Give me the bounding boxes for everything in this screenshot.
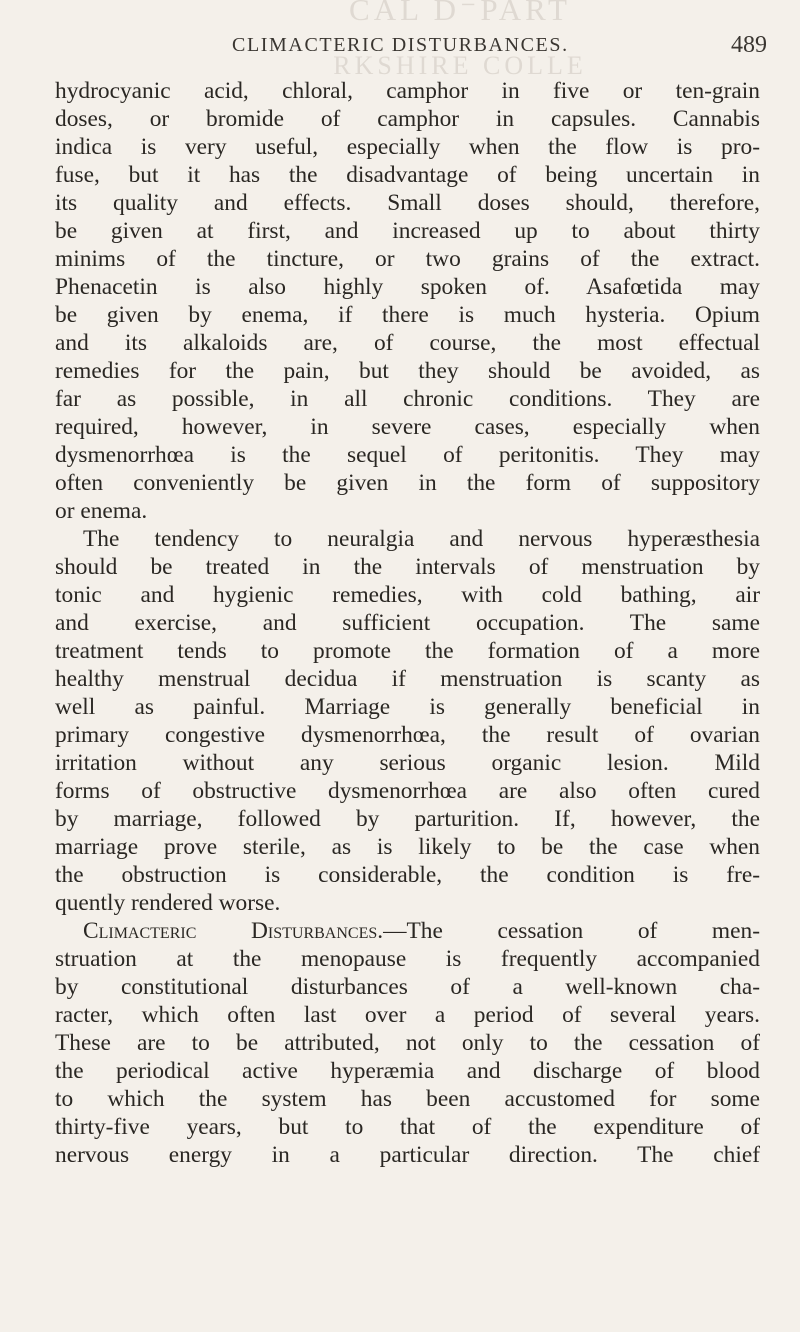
text-line: struation at the menopause is frequently accompanied xyxy=(55,946,760,972)
text-line: nervous energy in a particular direction. The chief xyxy=(55,1142,760,1168)
text-line: the obstruction is considerable, the condition is fre- xyxy=(55,862,760,888)
text-line: doses, or bromide of camphor in capsules. Cannabis xyxy=(55,106,760,132)
text-line: These are to be attributed, not only to the cessation of xyxy=(55,1030,760,1056)
text-line: often conveniently be given in the form of suppository xyxy=(55,470,760,496)
bleed-through-line-2: RKSHIRE COLLE xyxy=(333,51,587,80)
text-line: far as possible, in all chronic conditions. They are xyxy=(55,386,760,412)
text-line: marriage prove sterile, as is likely to be the case when xyxy=(55,834,760,860)
text-line: remedies for the pain, but they should be avoided, as xyxy=(55,358,760,384)
text-line: and exercise, and sufficient occupation. The same xyxy=(55,610,760,636)
section-heading-line xyxy=(55,917,760,945)
section-heading: Climacteric Disturbances. xyxy=(83,918,384,944)
page-number: 489 xyxy=(731,32,767,58)
text-line: fuse, but it has the disadvantage of being uncertain in xyxy=(55,162,760,188)
text-line: required, however, in severe cases, especially when xyxy=(55,414,760,440)
text-line: healthy menstrual decidua if menstruation is scanty as xyxy=(55,666,760,692)
text-line: tonic and hygienic remedies, with cold bathing, air xyxy=(55,582,760,608)
text-line: quently rendered worse. xyxy=(55,890,281,916)
text-line: forms of obstructive dysmenorrhœa are also often cured xyxy=(55,778,760,804)
text-line: The tendency to neuralgia and nervous hyperæsthesia xyxy=(83,526,760,552)
text-line: be given by enema, if there is much hysteria. Opium xyxy=(55,302,760,328)
bleed-through-line-1: CAL D⁻PART xyxy=(349,0,571,27)
text-line: by constitutional disturbances of a well-known cha- xyxy=(55,974,760,1000)
text-line: by marriage, followed by parturition. If, however, the xyxy=(55,806,760,832)
text-line: to which the system has been accustomed for some xyxy=(55,1086,760,1112)
text-line-continuation: —The cessation of men- xyxy=(383,918,760,944)
text-line: dysmenorrhœa is the sequel of peritonitis. They may xyxy=(55,442,760,468)
text-line: its quality and effects. Small doses should, therefore, xyxy=(55,190,760,216)
text-line: thirty-five years, but to that of the expenditure of xyxy=(55,1114,760,1140)
text-line: indica is very useful, especially when the flow is pro- xyxy=(55,134,760,160)
text-line: or enema. xyxy=(55,498,148,524)
text-line: racter, which often last over a period of several years. xyxy=(55,1002,760,1028)
text-line: and its alkaloids are, of course, the most effectual xyxy=(55,330,760,356)
page-header xyxy=(0,32,800,62)
text-line: the periodical active hyperæmia and discharge of blood xyxy=(55,1058,760,1084)
running-head: CLIMACTERIC DISTURBANCES. xyxy=(232,34,569,56)
text-line: should be treated in the intervals of menstruation by xyxy=(55,554,760,580)
text-line: primary congestive dysmenorrhœa, the result of ovarian xyxy=(55,722,760,748)
text-line: treatment tends to promote the formation of a more xyxy=(55,638,760,664)
text-line: hydrocyanic acid, chloral, camphor in five or ten-grain xyxy=(55,78,760,104)
text-line: irritation without any serious organic lesion. Mild xyxy=(55,750,760,776)
text-line: be given at first, and increased up to about thirty xyxy=(55,218,760,244)
text-line: well as painful. Marriage is generally beneficial in xyxy=(55,694,760,720)
text-line: minims of the tincture, or two grains of the extract. xyxy=(55,246,760,272)
text-line: Phenacetin is also highly spoken of. Asafœtida may xyxy=(55,274,760,300)
body-text xyxy=(55,77,760,1169)
